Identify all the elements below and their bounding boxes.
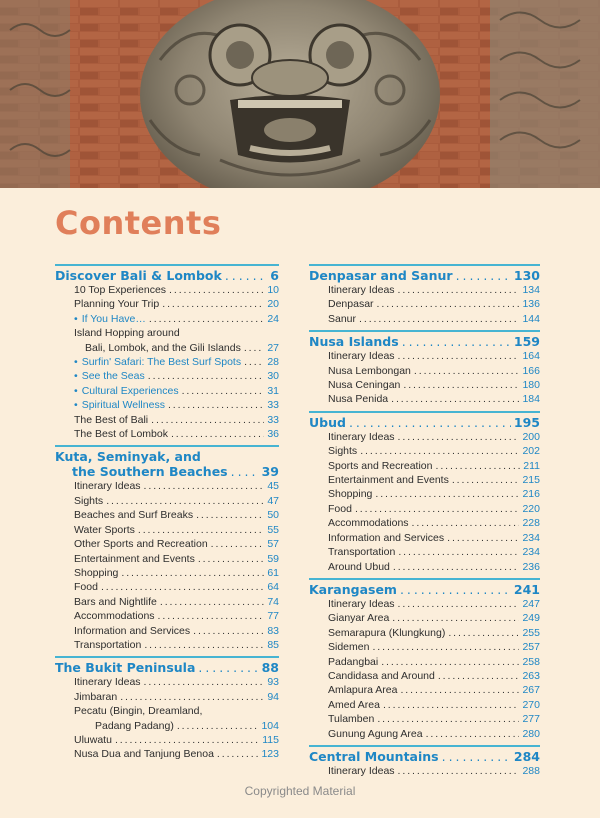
bullet-icon: • — [74, 312, 78, 325]
toc-entry[interactable]: Sports and Recreation . . . 211 — [309, 459, 540, 473]
toc-entry[interactable]: Gunung Agung Area . . . 280 — [309, 727, 540, 741]
toc-entry[interactable]: The Best of Lombok . . . 36 — [55, 427, 279, 441]
toc-section-nusa — [309, 330, 540, 407]
toc-section-discover — [55, 264, 279, 441]
toc-entry[interactable]: Nusa Penida . . . 184 — [309, 392, 540, 406]
toc-entry[interactable]: Uluwatu . . . 115 — [55, 733, 279, 747]
toc-entry[interactable]: Entertainment and Events . . . 59 — [55, 552, 279, 566]
toc-entry[interactable]: Itinerary Ideas . . . 247 — [309, 597, 540, 611]
toc-entry[interactable]: Accommodations . . . 228 — [309, 516, 540, 530]
toc-entry[interactable]: 10 Top Experiences . . . 10 — [55, 283, 279, 297]
toc-entry[interactable]: Semarapura (Klungkung) . . . 255 — [309, 626, 540, 640]
toc-entry[interactable]: Denpasar . . . 136 — [309, 297, 540, 311]
toc-entry[interactable]: Shopping . . . 216 — [309, 487, 540, 501]
section-heading[interactable]: Karangasem . . . 241 — [309, 582, 540, 597]
toc-section-denpasar — [309, 264, 540, 326]
toc-entry[interactable]: Nusa Dua and Tanjung Benoa . . . 123 — [55, 747, 279, 761]
copyright-watermark: Copyrighted Material — [244, 784, 356, 798]
toc-entry[interactable]: Around Ubud . . . 236 — [309, 560, 540, 574]
toc-entry[interactable]: Itinerary Ideas . . . 288 — [309, 764, 540, 778]
bullet-icon: • — [74, 399, 78, 412]
toc-entry[interactable]: Gianyar Area . . . 249 — [309, 611, 540, 625]
section-heading[interactable]: Discover Bali & Lombok . . . 6 — [55, 268, 279, 283]
toc-entry-feature[interactable]: • If You Have… . . . 24 — [55, 312, 279, 326]
toc-left-column — [55, 264, 279, 766]
section-heading[interactable]: Denpasar and Sanur . . . 130 — [309, 268, 540, 283]
toc-entry-feature[interactable]: • Cultural Experiences . . . 31 — [55, 384, 279, 398]
toc-entry[interactable]: Sights . . . 47 — [55, 494, 279, 508]
toc-entry[interactable]: Accommodations . . . 77 — [55, 609, 279, 623]
toc-entry[interactable]: Amlapura Area . . . 267 — [309, 683, 540, 697]
toc-entry[interactable]: Other Sports and Recreation . . . 57 — [55, 537, 279, 551]
section-heading[interactable]: The Bukit Peninsula . . . 88 — [55, 660, 279, 675]
toc-entry[interactable]: Candidasa and Around . . . 263 — [309, 669, 540, 683]
section-heading[interactable]: Kuta, Seminyak, and the Southern Beaches . . . 39 — [55, 449, 279, 479]
toc-entry[interactable]: Itinerary Ideas . . . 45 — [55, 479, 279, 493]
toc-entry-feature[interactable]: • Surfin' Safari: The Best Surf Spots . . . 28 — [55, 355, 279, 369]
section-heading[interactable]: Nusa Islands . . . 159 — [309, 334, 540, 349]
toc-entry[interactable]: Itinerary Ideas . . . 134 — [309, 283, 540, 297]
toc-section-central — [309, 745, 540, 778]
bullet-icon: • — [74, 370, 78, 383]
section-heading[interactable]: Central Mountains . . . 284 — [309, 749, 540, 764]
toc-entry[interactable]: Sidemen . . . 257 — [309, 640, 540, 654]
toc-entry[interactable]: Padang Padang) . . . 104 — [55, 719, 279, 733]
toc-entry[interactable]: Information and Services . . . 83 — [55, 624, 279, 638]
toc-entry[interactable]: Itinerary Ideas . . . 200 — [309, 430, 540, 444]
toc-entry[interactable]: Transportation . . . 85 — [55, 638, 279, 652]
toc-entry[interactable]: Shopping . . . 61 — [55, 566, 279, 580]
toc-entry[interactable]: Water Sports . . . 55 — [55, 523, 279, 537]
toc-entry[interactable]: Food . . . 64 — [55, 580, 279, 594]
toc-entry[interactable]: Sanur . . . 144 — [309, 312, 540, 326]
toc-entry[interactable]: Amed Area . . . 270 — [309, 698, 540, 712]
section-heading[interactable]: Ubud . . . 195 — [309, 415, 540, 430]
bullet-icon: • — [74, 384, 78, 397]
page-title: Contents — [55, 204, 222, 242]
toc-right-column — [309, 264, 540, 782]
toc-entry[interactable]: Information and Services . . . 234 — [309, 531, 540, 545]
toc-section-bukit — [55, 656, 279, 761]
toc-section-ubud — [309, 411, 540, 574]
toc-entry[interactable]: Entertainment and Events . . . 215 — [309, 473, 540, 487]
toc-entry[interactable]: Padangbai . . . 258 — [309, 655, 540, 669]
toc-entry[interactable]: Planning Your Trip . . . 20 — [55, 297, 279, 311]
hero-photo-stone-carving — [0, 0, 600, 188]
toc-section-karangasem — [309, 578, 540, 741]
toc-entry[interactable]: Transportation . . . 234 — [309, 545, 540, 559]
toc-entry[interactable]: The Best of Bali . . . 33 — [55, 413, 279, 427]
toc-entry[interactable]: Island Hopping around — [74, 327, 180, 340]
toc-entry-feature[interactable]: • Spiritual Wellness . . . 33 — [55, 398, 279, 412]
toc-section-kuta — [55, 445, 279, 652]
toc-entry[interactable]: Bali, Lombok, and the Gili Islands . . . 27 — [55, 341, 279, 355]
toc-entry[interactable]: Itinerary Ideas . . . 164 — [309, 349, 540, 363]
toc-entry[interactable]: Beaches and Surf Breaks . . . 50 — [55, 508, 279, 522]
toc-entry[interactable]: Sights . . . 202 — [309, 444, 540, 458]
toc-entry[interactable]: Bars and Nightlife . . . 74 — [55, 595, 279, 609]
toc-entry[interactable]: Food . . . 220 — [309, 502, 540, 516]
toc-entry[interactable]: Nusa Lembongan . . . 166 — [309, 364, 540, 378]
toc-entry-feature[interactable]: • See the Seas . . . 30 — [55, 369, 279, 383]
toc-entry[interactable]: Tulamben . . . 277 — [309, 712, 540, 726]
bullet-icon: • — [74, 356, 78, 369]
toc-entry[interactable]: Jimbaran . . . 94 — [55, 690, 279, 704]
toc-entry[interactable]: Itinerary Ideas . . . 93 — [55, 675, 279, 689]
toc-entry[interactable]: Nusa Ceningan . . . 180 — [309, 378, 540, 392]
toc-entry[interactable]: Pecatu (Bingin, Dreamland, — [74, 705, 203, 718]
